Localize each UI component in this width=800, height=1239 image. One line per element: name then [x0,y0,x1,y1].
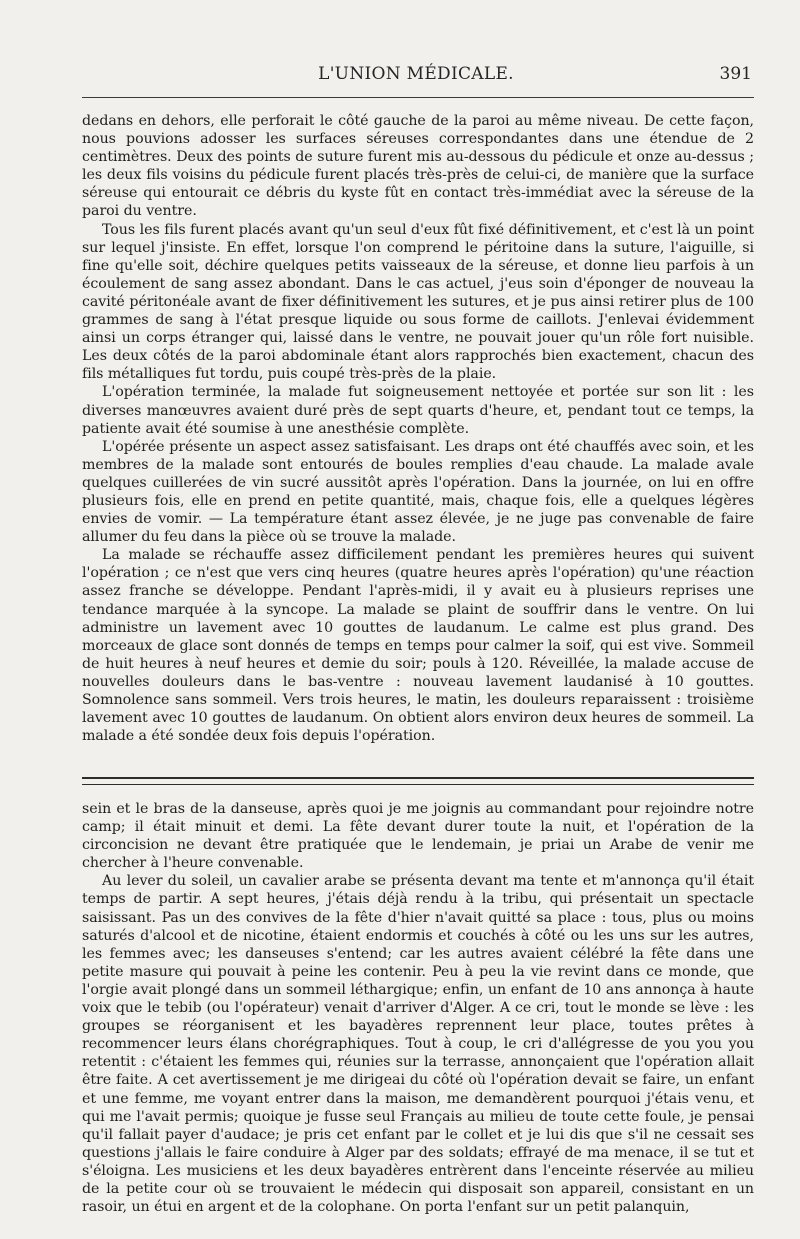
paragraph: L'opération terminée, la malade fut soigneusement nettoyée et portée sur son lit : les diverses manœuvres avaient duré près de sept quarts d'heure, et, pendant tout ce temps, la patiente avait été soumise à une anesthésie complète. [82,384,754,437]
page-number: 391 [719,64,752,84]
feuilleton-section [82,800,754,1216]
header-rule [82,97,754,98]
section-divider [82,777,754,785]
paragraph: La malade se réchauffe assez difficilement pendant les premières heures qui suivent l'opération ; ce n'est que vers cinq heures (quatre heures après l'opération) qu'une réaction assez franche se développe. Pendant l'après-midi, il y avait eu à plusieurs reprises une tendance marquée à la syncope. La malade se plaint de souffrir dans le ventre. On lui administre un lavement avec 10 gouttes de laudanum. Le calme est plus grand. Des morceaux de glace sont donnés de temps en temps pour calmer la soif, qui est vive. Sommeil de huit heures à neuf heures et demie du soir; pouls à 120. Réveillée, la malade accuse de nouvelles douleurs dans le bas-ventre : nouveau lavement laudanisé à 10 gouttes. Somnolence sans sommeil. Vers trois heures, le matin, les douleurs reparaissent : troisième lavement avec 10 gouttes de laudanum. On obtient alors environ deux heures de sommeil. La malade a été sondée deux fois depuis l'opération. [82,547,754,745]
paragraph: sein et le bras de la danseuse, après quoi je me joignis au commandant pour rejoindre notre camp; il était minuit et demi. La fête devant durer toute la nuit, et l'opération de la circoncision ne devant être pratiquée que le lendemain, je priai un Arabe de venir me chercher à l'heure convenable. [82,801,754,872]
journal-title: L'UNION MÉDICALE. [318,64,514,84]
paragraph: Tous les fils furent placés avant qu'un seul d'eux fût fixé définitivement, et c'est là un point sur lequel j'insiste. En effet, lorsque l'on comprend le péritoine dans la suture, l'aiguille, si fine qu'elle soit, déchire quelques petits vaisseaux de la séreuse, et donne lieu parfois à un écoulement de sang assez abondant. Dans le cas actuel, j'eus soin d'éponger de nouveau la cavité péritonéale avant de fixer définitivement les sutures, et je pus ainsi retirer plus de 100 grammes de sang à l'état presque liquide ou sous forme de caillots. J'enlevai évidemment ainsi un corps étranger qui, laissé dans le ventre, ne pouvait jouer qu'un rôle fort nuisible. Les deux côtés de la paroi abdominale étant alors rapprochés bien exactement, chacun des fils métalliques fut tordu, puis coupé très-près de la plaie. [82,221,754,383]
paragraph: L'opérée présente un aspect assez satisfaisant. Les draps ont été chauffés avec soin, et les membres de la malade sont entourés de boules remplies d'eau chaude. La malade avale quelques cuillerées de vin sucré aussitôt après l'opération. Dans la journée, on lui en offre plusieurs fois, elle en prend en petite quantité, mais, chaque fois, elle a quelques légères envies de vomir. — La température étant assez élevée, je ne juge pas convenable de faire allumer du feu dans la pièce où se trouve la malade. [82,438,754,546]
paragraph: Au lever du soleil, un cavalier arabe se présenta devant ma tente et m'annonça qu'il était temps de partir. A sept heures, j'étais déjà rendu à la tribu, qui présentait un spectacle saisissant. Pas un des convives de la fête d'hier n'avait quitté sa place : tous, plus ou moins saturés d'alcool et de nicotine, étaient endormis et couchés à côté ou les uns sur les autres, les femmes avec; les danseuses s'entend; car les autres avaient célébré la fête dans une petite masure qui pouvait à peine les contenir. Peu à peu la vie revint dans ce monde, que l'orgie avait plongé dans un sommeil léthargique; enfin, un enfant de 10 ans annonça à haute voix que le tebib (ou l'opérateur) venait d'arriver d'Alger. A ce cri, tout le monde se lève : les groupes se réorganisent et les bayadères reprennent leur place, toutes prêtes à recommencer leurs élans chorégraphiques. Tout à coup, le cri d'allégresse de you you you retentit : c'étaient les femmes qui, réunies sur la terrasse, annonçaient que l'opération allait être faite. A cet avertissement je me dirigeai du côté où l'opération devait se faire, un enfant et une femme, me voyant entrer dans la maison, me demandèrent pourquoi j'étais venu, et qui me l'avait permis; quoique je fusse seul Français au milieu de toute cette foule, je pensai qu'il fallait payer d'audace; je pris cet enfant par le collet et je lui dis que s'il ne cessait ses questions j'allais le faire conduire à Alger par des soldats; effrayé de ma menace, il se tut et s'éloigna. Les musiciens et les deux bayadères entrèrent dans l'enceinte réservée au milieu de la petite cour où se trouvaient le médecin qui disposait son appareil, consistant en un rasoir, un étui en argent et de la colophane. On porta l'enfant sur un petit palanquin, [82,873,754,1216]
running-header [80,60,752,90]
medical-report-section [82,112,754,745]
paragraph: dedans en dehors, elle perforait le côté gauche de la paroi au même niveau. De cette façon, nous pouvions adosser les surfaces séreuses correspondantes dans une étendue de 2 centimètres. Deux des points de suture furent mis au-dessous du pédicule et onze au-dessus ; les deux fils voisins du pédicule furent placés très-près de celui-ci, de manière que la surface séreuse qui entourait ce débris du kyste fût en contact très-immédiat avec la séreuse de la paroi du ventre. [82,113,754,220]
